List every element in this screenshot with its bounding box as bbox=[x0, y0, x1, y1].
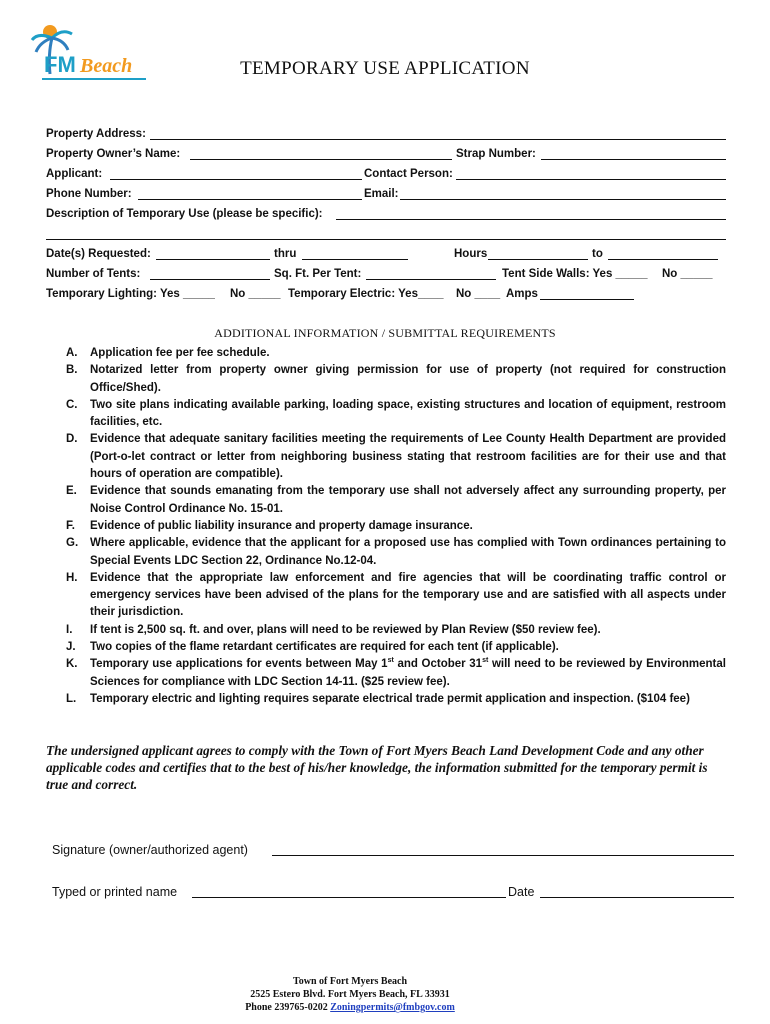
tents-row bbox=[46, 266, 726, 282]
requirements-list bbox=[66, 345, 726, 708]
list-item: E. Evidence that sounds emanating from the temporary use shall not adversely affect any surrounding property, per Noise Control Ordinance No. 15-01. bbox=[66, 485, 726, 515]
property-address-label: Property Address: bbox=[46, 128, 146, 140]
printed-name-row bbox=[52, 884, 736, 902]
description-row-2 bbox=[46, 226, 726, 242]
strap-number-field[interactable] bbox=[541, 159, 726, 160]
property-address-row bbox=[46, 126, 726, 142]
list-item: K. Temporary use applications for events between May 1st and October 31st will need to be reviewed by Environmental Sciences for compliance with LDC Section 14-11. ($25 review fee). bbox=[66, 657, 726, 688]
signature-label: Signature (owner/authorized agent) bbox=[52, 843, 248, 857]
list-item: L. Temporary electric and lighting requires separate electrical trade permit application and inspection. ($104 fee) bbox=[66, 692, 690, 705]
email-label: Email: bbox=[364, 188, 399, 200]
property-owner-label: Property Owner’s Name: bbox=[46, 148, 181, 160]
phone-number-label: Phone Number: bbox=[46, 188, 132, 200]
temp-electric-no-option[interactable]: No ____ bbox=[456, 288, 501, 300]
property-owner-field[interactable] bbox=[190, 159, 452, 160]
list-item: A. Application fee per fee schedule. bbox=[66, 347, 270, 359]
footer-phone: Phone 239765-0202 bbox=[245, 1002, 328, 1013]
tent-side-walls-no-option[interactable]: No _____ bbox=[662, 268, 713, 280]
strap-number-label: Strap Number: bbox=[456, 148, 536, 160]
footer-address: 2525 Estero Blvd. Fort Myers Beach, FL 33931 bbox=[250, 989, 450, 1000]
phone-number-field[interactable] bbox=[138, 199, 362, 200]
list-item: I. If tent is 2,500 sq. ft. and over, plans will need to be reviewed by Plan Review ($50 review fee). bbox=[66, 623, 601, 636]
printed-name-field[interactable] bbox=[192, 897, 506, 898]
list-item: F. Evidence of public liability insurance and property damage insurance. bbox=[66, 519, 473, 532]
applicant-label: Applicant: bbox=[46, 168, 103, 180]
amps-label: Amps bbox=[506, 288, 538, 300]
hours-to-field[interactable] bbox=[608, 259, 718, 260]
list-item: C. Two site plans indicating available parking, loading space, existing structures and location of equipment, restroom facilities, etc. bbox=[66, 398, 726, 429]
applicant-contact-row bbox=[46, 166, 726, 182]
description-field[interactable] bbox=[336, 219, 726, 220]
list-item: B. Notarized letter from property owner giving permission for use of property (not required for construction Office/Shed). bbox=[66, 364, 726, 394]
amps-field[interactable] bbox=[540, 299, 634, 300]
property-address-field[interactable] bbox=[150, 139, 726, 140]
footer-town-name: Town of Fort Myers Beach bbox=[292, 976, 408, 987]
list-item: G. Where applicable, evidence that the applicant for a proposed use has complied with Town ordinances pertaining to Special Events LDC Section 22, Ordinance No.12-04. bbox=[66, 537, 726, 567]
hours-from-field[interactable] bbox=[488, 259, 588, 260]
temp-electric-yes-option[interactable]: Temporary Electric: Yes____ bbox=[288, 288, 444, 300]
temp-lighting-yes-option[interactable]: Temporary Lighting: Yes _____ bbox=[46, 288, 215, 300]
date-thru-field[interactable] bbox=[302, 259, 408, 260]
signature-row bbox=[52, 842, 736, 860]
certification-statement: The undersigned applicant agrees to comply with the Town of Fort Myers Beach Land Development Code and any other applicable codes and certifies that to the best of his/her knowledge, the information submitted for the temporary permit is true and correct. bbox=[46, 743, 708, 792]
tent-side-walls-yes-option[interactable]: Tent Side Walls: Yes _____ bbox=[502, 268, 648, 280]
date-label: Date bbox=[508, 885, 535, 899]
lighting-electric-row bbox=[46, 286, 726, 302]
sq-ft-per-tent-label: Sq. Ft. Per Tent: bbox=[274, 268, 362, 280]
date-from-field[interactable] bbox=[156, 259, 270, 260]
owner-strap-row bbox=[46, 146, 726, 162]
description-row bbox=[46, 206, 726, 222]
page-title: TEMPORARY USE APPLICATION bbox=[240, 58, 530, 79]
svg-text:Beach: Beach bbox=[80, 55, 133, 77]
contact-person-field[interactable] bbox=[456, 179, 726, 180]
printed-name-label: Typed or printed name bbox=[52, 885, 178, 899]
number-of-tents-label: Number of Tents: bbox=[46, 268, 141, 280]
sq-ft-per-tent-field[interactable] bbox=[366, 279, 496, 280]
description-label: Description of Temporary Use (please be specific): bbox=[46, 208, 323, 220]
footer-contact bbox=[0, 1001, 700, 1014]
list-item: J. Two copies of the flame retardant certificates are required for each tent (if applicable). bbox=[66, 641, 559, 654]
hours-label: Hours bbox=[454, 248, 488, 260]
number-of-tents-field[interactable] bbox=[150, 279, 270, 280]
thru-label: thru bbox=[274, 248, 297, 260]
svg-text:FM: FM bbox=[44, 52, 76, 77]
temp-lighting-no-option[interactable]: No _____ bbox=[230, 288, 281, 300]
description-field-line-2[interactable] bbox=[46, 239, 726, 240]
dates-requested-label: Date(s) Requested: bbox=[46, 248, 151, 260]
footer bbox=[0, 975, 700, 1014]
signature-field[interactable] bbox=[272, 855, 734, 856]
footer-email-link[interactable]: Zoningpermits@fmbgov.com bbox=[330, 1002, 455, 1013]
requirements-title: ADDITIONAL INFORMATION / SUBMITTAL REQUIREMENTS bbox=[214, 326, 556, 340]
list-item: H. Evidence that the appropriate law enforcement and fire agencies that will be coordinating traffic control or emergency services have been advised of the plans for the temporary use and are satisfied with all aspects under their jurisdiction. bbox=[66, 571, 726, 619]
to-label: to bbox=[592, 248, 603, 260]
phone-email-row bbox=[46, 186, 726, 202]
list-item: D. Evidence that adequate sanitary facilities meeting the requirements of Lee County Health Department are provided (Port-o-let contract or letter from neighboring business stating that restroom facilities are for their use and that hours of operation are compatible). bbox=[66, 433, 726, 481]
dates-hours-row bbox=[46, 246, 726, 262]
date-field[interactable] bbox=[540, 897, 734, 898]
contact-person-label: Contact Person: bbox=[364, 168, 453, 180]
email-field[interactable] bbox=[400, 199, 726, 200]
applicant-field[interactable] bbox=[110, 179, 362, 180]
